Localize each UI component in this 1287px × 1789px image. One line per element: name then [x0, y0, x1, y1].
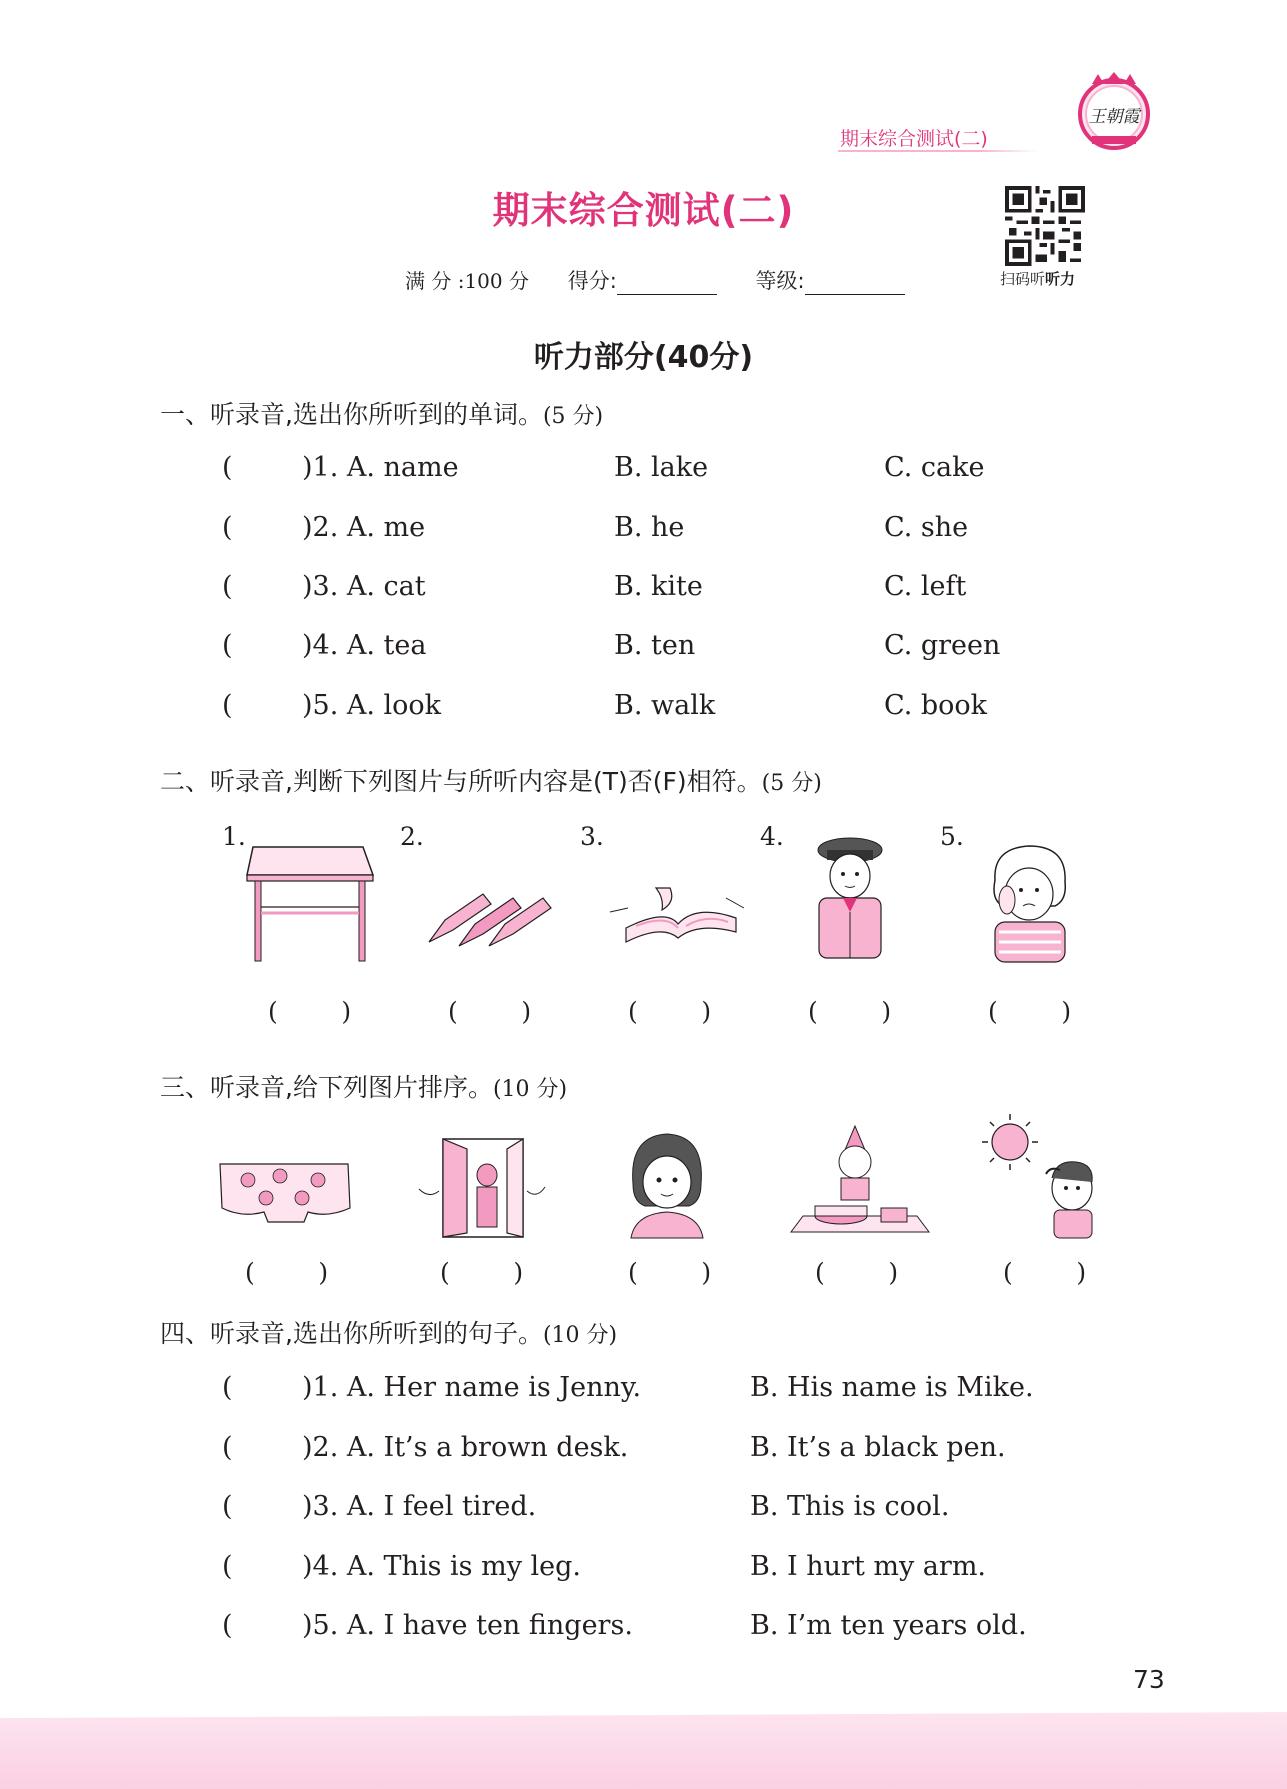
q4-item-1-paren[interactable]: (: [222, 1372, 233, 1403]
q1-item-1-option-b: B. lake: [614, 452, 709, 483]
q4-item-5-paren[interactable]: (: [222, 1610, 233, 1641]
sunny-hot-boy-image: [980, 1112, 1115, 1240]
header-underline: [838, 150, 1038, 152]
crayons-image: [425, 880, 565, 950]
q1-item-3-option-b: B. kite: [614, 571, 703, 602]
q1-item-1-option-c: C. cake: [884, 452, 985, 483]
q1-title: 一、听录音,选出你所听到的单词。(5 分): [160, 400, 604, 429]
q4-item-5-option-b: B. I’m ten years old.: [750, 1610, 1027, 1641]
q3-answer-slot-4[interactable]: ( ): [815, 1258, 899, 1287]
girl-face-image: [625, 1130, 710, 1240]
page-number: 73: [1133, 1665, 1165, 1694]
score-label: 得分:: [567, 269, 617, 293]
header-tab-label: 期末综合测试(二): [840, 128, 988, 150]
publisher-logo: [1074, 70, 1154, 150]
qr-code-icon[interactable]: [1005, 186, 1085, 266]
open-door-image: [415, 1135, 550, 1240]
q2-title: 二、听录音,判断下列图片与所听内容是(T)否(F)相符。(5 分): [160, 767, 822, 796]
q4-item-3-option-b: B. This is cool.: [750, 1491, 950, 1522]
q1-item-5-option-a: )5. A. look: [302, 690, 442, 721]
score-row: [405, 265, 905, 295]
q1-item-2-paren[interactable]: (: [222, 512, 233, 543]
curtain-image: [218, 1158, 353, 1228]
q2-number-1: 1.: [222, 822, 246, 851]
page-title: 期末综合测试(二): [492, 189, 795, 232]
q4-item-2-option-b: B. It’s a black pen.: [750, 1432, 1006, 1463]
q1-item-4-option-b: B. ten: [614, 630, 696, 661]
q4-item-4-option-b: B. I hurt my arm.: [750, 1551, 986, 1582]
q2-number-3: 3.: [580, 822, 604, 851]
q1-item-1-paren[interactable]: (: [222, 452, 233, 483]
q3-answer-slot-5[interactable]: ( ): [1003, 1258, 1087, 1287]
q4-item-1-option-b: B. His name is Mike.: [750, 1372, 1034, 1403]
q4-item-4-option-a: )4. A. This is my leg.: [302, 1551, 582, 1582]
q1-item-1-option-a: )1. A. name: [302, 452, 459, 483]
q2-number-5: 5.: [940, 822, 964, 851]
q1-item-4-option-a: )4. A. tea: [302, 630, 427, 661]
grade-field[interactable]: [805, 274, 905, 295]
q1-item-3-option-a: )3. A. cat: [302, 571, 426, 602]
score-field[interactable]: [617, 274, 717, 295]
q4-item-2-option-a: )2. A. It’s a brown desk.: [302, 1432, 629, 1463]
q2-number-2: 2.: [400, 822, 424, 851]
q4-title: 四、听录音,选出你所听到的句子。(10 分): [160, 1319, 618, 1348]
q3-answer-slot-1[interactable]: ( ): [245, 1258, 329, 1287]
q4-item-5-option-a: )5. A. I have ten fingers.: [302, 1610, 633, 1641]
q3-answer-slot-3[interactable]: ( ): [628, 1258, 712, 1287]
q1-item-2-option-c: C. she: [884, 512, 969, 543]
q3-title: 三、听录音,给下列图片排序。(10 分): [160, 1073, 568, 1102]
q2-answer-slot-5[interactable]: ( ): [988, 997, 1072, 1026]
q2-number-4: 4.: [760, 822, 784, 851]
book-image: [606, 868, 751, 948]
q4-item-3-paren[interactable]: (: [222, 1491, 233, 1522]
q4-item-1-option-a: )1. A. Her name is Jenny.: [302, 1372, 642, 1403]
logo-text: 王朝霞: [1088, 107, 1140, 127]
full-marks-label: 满 分 :100 分: [405, 269, 529, 293]
q1-item-2-option-a: )2. A. me: [302, 512, 426, 543]
q2-answer-slot-2[interactable]: ( ): [448, 997, 532, 1026]
footer-band: [0, 1712, 1287, 1789]
q1-item-5-paren[interactable]: (: [222, 690, 233, 721]
listening-section-heading: 听力部分(40分): [533, 340, 754, 375]
q1-item-4-option-c: C. green: [884, 630, 1001, 661]
q4-item-3-option-a: )3. A. I feel tired.: [302, 1491, 537, 1522]
person-touching-face-image: [985, 840, 1075, 965]
q2-answer-slot-1[interactable]: ( ): [268, 997, 352, 1026]
q2-answer-slot-3[interactable]: ( ): [628, 997, 712, 1026]
birthday-cake-image: [785, 1120, 935, 1240]
q1-item-5-option-c: C. book: [884, 690, 988, 721]
q1-item-4-paren[interactable]: (: [222, 630, 233, 661]
q1-item-3-option-c: C. left: [884, 571, 967, 602]
desk-image: [245, 845, 375, 965]
q1-item-5-option-b: B. walk: [614, 690, 716, 721]
q3-answer-slot-2[interactable]: ( ): [440, 1258, 524, 1287]
grade-label: 等级:: [755, 269, 805, 293]
q4-item-2-paren[interactable]: (: [222, 1432, 233, 1463]
q4-item-4-paren[interactable]: (: [222, 1551, 233, 1582]
q1-item-2-option-b: B. he: [614, 512, 685, 543]
qr-caption: 扫码听听力: [1000, 270, 1076, 288]
q1-item-3-paren[interactable]: (: [222, 571, 233, 602]
q2-answer-slot-4[interactable]: ( ): [808, 997, 892, 1026]
police-officer-image: [805, 828, 895, 968]
